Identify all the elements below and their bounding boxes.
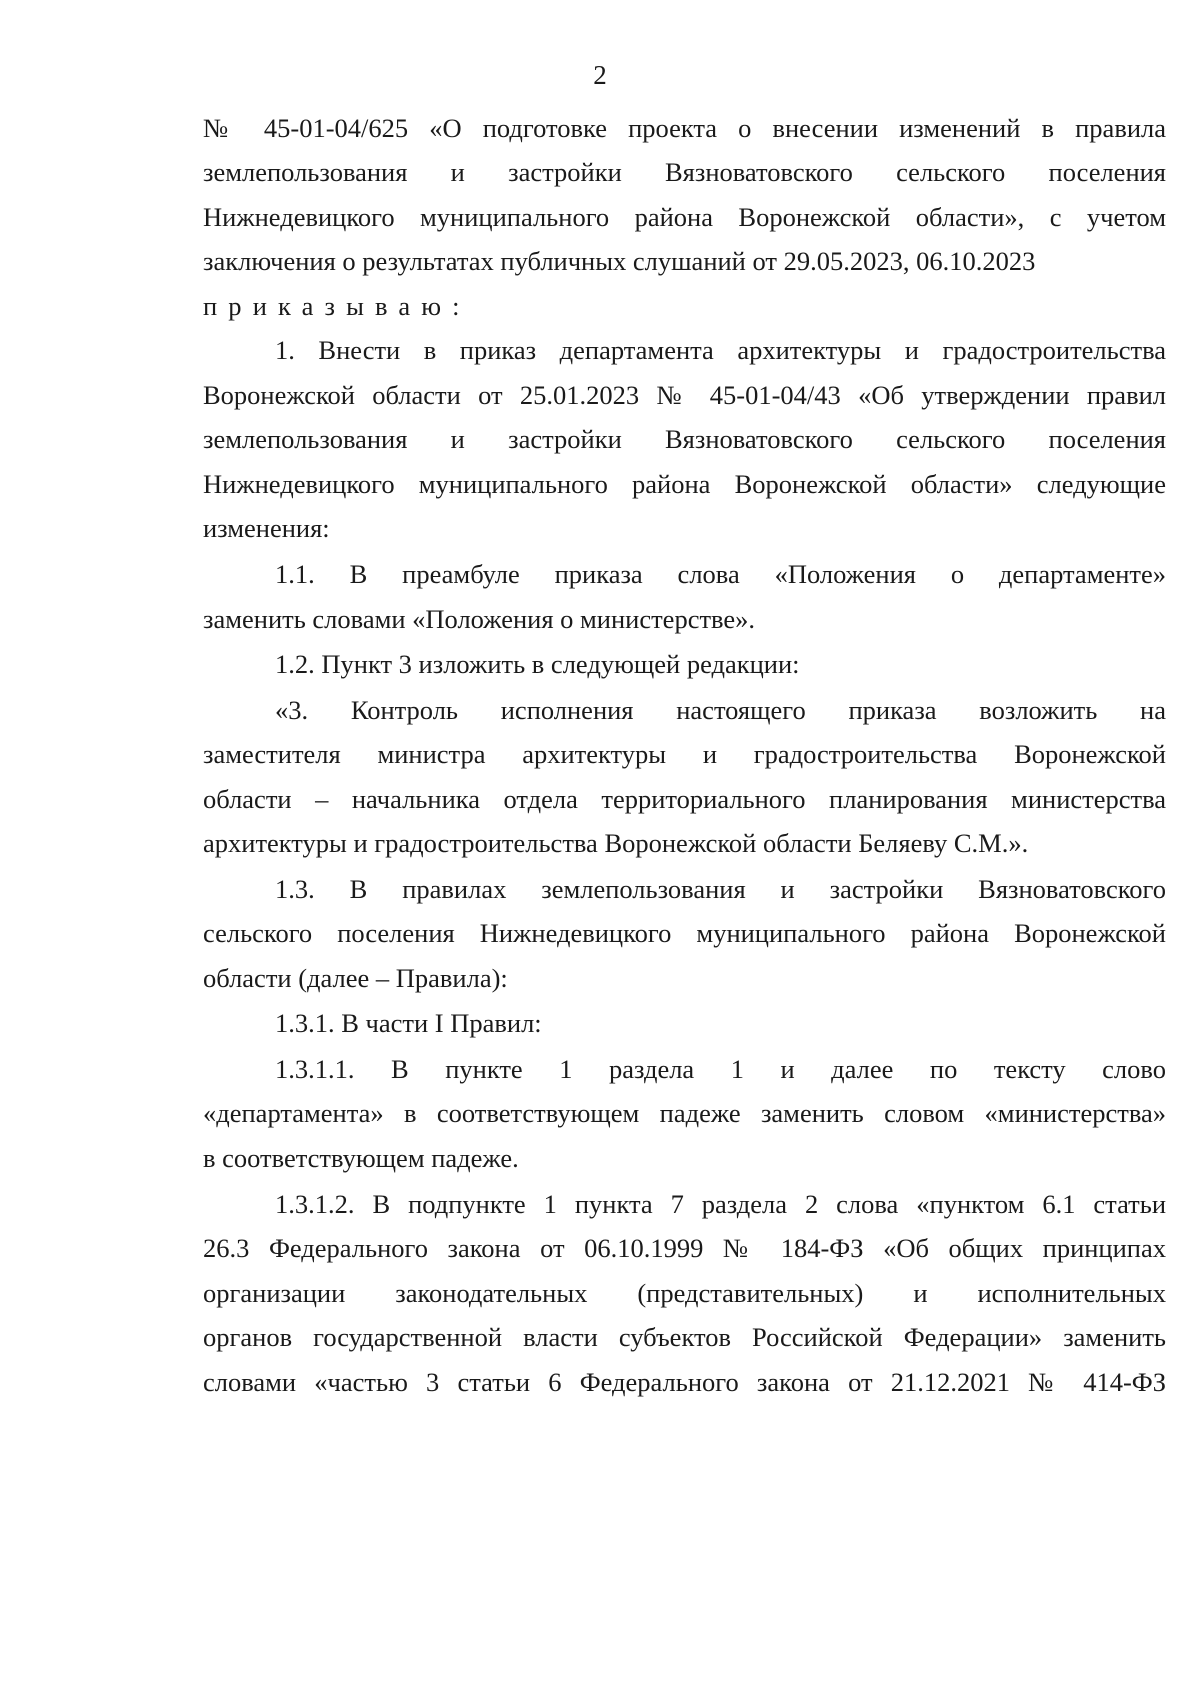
text-line: землепользования и застройки Вязноватовского сельского поселения — [203, 157, 1166, 187]
text-line: 26.3 Федерального закона от 06.10.1999 № 184-ФЗ «Об общих принципах — [203, 1233, 1166, 1263]
text-line: «департамента» в соответствующем падеже заменить словом «министерства» — [203, 1098, 1166, 1128]
text-line: сельского поселения Нижнедевицкого муниципального района Воронежской — [203, 918, 1166, 948]
text-line: землепользования и застройки Вязноватовского сельского поселения — [203, 424, 1166, 454]
text-line: 1.3. В правилах землепользования и застройки Вязноватовского — [275, 874, 1166, 904]
text-line: в соответствующем падеже. — [203, 1143, 519, 1173]
text-line: 1.3.1.1. В пункте 1 раздела 1 и далее по тексту слово — [275, 1054, 1166, 1084]
text-line: № 45-01-04/625 «О подготовке проекта о внесении изменений в правила — [203, 113, 1166, 143]
text-line: заменить словами «Положения о министерстве». — [203, 604, 756, 634]
text-line: 1. Внести в приказ департамента архитектуры и градостроительства — [275, 335, 1166, 365]
text-line: «3. Контроль исполнения настоящего приказа возложить на — [275, 695, 1166, 725]
text-line: области (далее – Правила): — [203, 963, 508, 993]
text-line: 1.3.1.2. В подпункте 1 пункта 7 раздела 2 слова «пунктом 6.1 статьи — [275, 1189, 1166, 1219]
text-line: словами «частью 3 статьи 6 Федерального закона от 21.12.2021 № 414-ФЗ — [203, 1367, 1166, 1397]
text-line: приказываю: — [203, 291, 471, 321]
page-number: 2 — [593, 60, 607, 90]
text-line: органов государственной власти субъектов Российской Федерации» заменить — [203, 1322, 1166, 1352]
text-line: заключения о результатах публичных слушаний от 29.05.2023, 06.10.2023 — [203, 246, 1036, 276]
text-line: 1.2. Пункт 3 изложить в следующей редакции: — [275, 649, 800, 679]
text-line: Нижнедевицкого муниципального района Воронежской области» следующие — [203, 469, 1166, 499]
text-line: организации законодательных (представительных) и исполнительных — [203, 1278, 1166, 1308]
text-line: 1.3.1. В части I Правил: — [275, 1008, 542, 1038]
text-line: Воронежской области от 25.01.2023 № 45-01-04/43 «Об утверждении правил — [203, 380, 1166, 410]
text-line: заместителя министра архитектуры и градостроительства Воронежской — [203, 739, 1166, 769]
text-line: 1.1. В преамбуле приказа слова «Положения о департаменте» — [275, 559, 1166, 589]
text-line: архитектуры и градостроительства Воронежской области Беляеву С.М.». — [203, 828, 1029, 858]
text-line: изменения: — [203, 513, 330, 543]
text-line: Нижнедевицкого муниципального района Воронежской области», с учетом — [203, 202, 1166, 232]
text-line: области – начальника отдела территориального планирования министерства — [203, 784, 1166, 814]
